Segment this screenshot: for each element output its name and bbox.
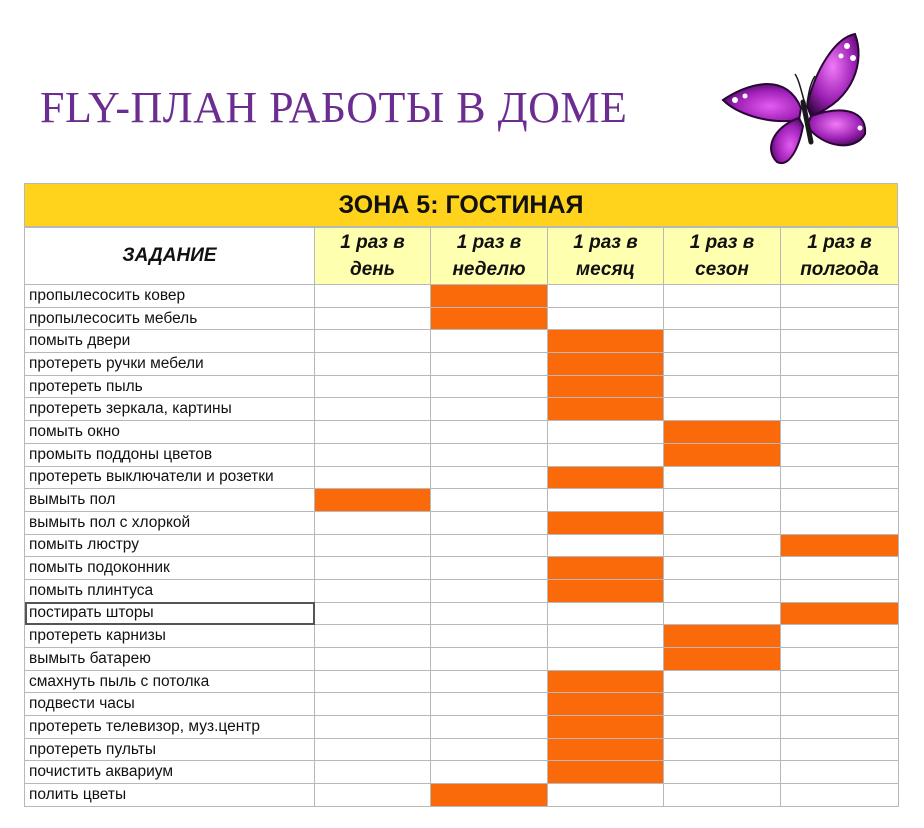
frequency-cell[interactable]: [781, 353, 899, 376]
frequency-cell[interactable]: [431, 579, 548, 602]
task-cell[interactable]: вымыть пол с хлоркой: [25, 511, 315, 534]
frequency-cell[interactable]: [315, 466, 431, 489]
task-cell[interactable]: смахнуть пыль с потолка: [25, 670, 315, 693]
frequency-header-line: 1 раз в: [340, 232, 405, 253]
task-cell[interactable]: помыть двери: [25, 330, 315, 353]
frequency-header-line: 1 раз в: [689, 232, 755, 253]
table-row: [25, 625, 899, 648]
table-row: [25, 307, 899, 330]
frequency-cell[interactable]: [431, 648, 548, 671]
frequency-cell[interactable]: [315, 738, 431, 761]
frequency-cell[interactable]: [431, 738, 548, 761]
frequency-mark-cell[interactable]: [664, 443, 781, 466]
frequency-cell[interactable]: [431, 602, 548, 625]
task-cell[interactable]: помыть окно: [25, 421, 315, 444]
task-cell[interactable]: пропылесосить ковер: [25, 285, 315, 308]
task-cell[interactable]: полить цветы: [25, 784, 315, 807]
frequency-header[interactable]: [431, 228, 548, 285]
table-row: [25, 648, 899, 671]
frequency-mark-cell[interactable]: [664, 421, 781, 444]
frequency-mark-cell[interactable]: [548, 670, 664, 693]
table-row: [25, 489, 899, 512]
task-cell[interactable]: протереть ручки мебели: [25, 353, 315, 376]
frequency-mark-cell[interactable]: [548, 716, 664, 739]
frequency-cell[interactable]: [315, 761, 431, 784]
frequency-cell[interactable]: [315, 716, 431, 739]
frequency-cell[interactable]: [781, 693, 899, 716]
frequency-cell[interactable]: [781, 307, 899, 330]
frequency-cell[interactable]: [315, 670, 431, 693]
frequency-cell[interactable]: [431, 534, 548, 557]
task-cell[interactable]: вымыть батарею: [25, 648, 315, 671]
table-row: [25, 534, 899, 557]
frequency-cell[interactable]: [781, 375, 899, 398]
task-cell[interactable]: вымыть пол: [25, 489, 315, 512]
table-row: [25, 716, 899, 739]
frequency-header-line: сезон: [695, 259, 749, 280]
frequency-header[interactable]: [664, 228, 781, 285]
table-row: [25, 375, 899, 398]
frequency-cell[interactable]: [781, 421, 899, 444]
frequency-cell[interactable]: [315, 511, 431, 534]
task-cell[interactable]: промыть поддоны цветов: [25, 443, 315, 466]
frequency-mark-cell[interactable]: [431, 307, 548, 330]
frequency-header[interactable]: [315, 228, 431, 285]
table-row: [25, 443, 899, 466]
frequency-mark-cell[interactable]: [548, 761, 664, 784]
frequency-mark-cell[interactable]: [548, 511, 664, 534]
table-row: [25, 579, 899, 602]
frequency-mark-cell[interactable]: [548, 693, 664, 716]
frequency-cell[interactable]: [315, 330, 431, 353]
frequency-cell[interactable]: [781, 738, 899, 761]
frequency-mark-cell[interactable]: [548, 330, 664, 353]
frequency-header-line: 1 раз в: [456, 232, 522, 253]
table-row: [25, 693, 899, 716]
table-row: [25, 398, 899, 421]
frequency-cell[interactable]: [781, 625, 899, 648]
table-row: [25, 353, 899, 376]
frequency-cell[interactable]: [548, 421, 664, 444]
table-row: [25, 761, 899, 784]
frequency-cell[interactable]: [548, 285, 664, 308]
frequency-header-line: полгода: [800, 259, 879, 280]
frequency-mark-cell[interactable]: [548, 353, 664, 376]
frequency-cell[interactable]: [431, 557, 548, 580]
frequency-cell[interactable]: [548, 648, 664, 671]
frequency-cell[interactable]: [431, 693, 548, 716]
table-row: [25, 466, 899, 489]
frequency-cell[interactable]: [664, 557, 781, 580]
frequency-cell[interactable]: [315, 398, 431, 421]
frequency-mark-cell[interactable]: [548, 738, 664, 761]
frequency-cell[interactable]: [315, 602, 431, 625]
frequency-cell[interactable]: [315, 625, 431, 648]
frequency-cell[interactable]: [664, 784, 781, 807]
schedule-table: [24, 227, 899, 807]
frequency-mark-cell[interactable]: [431, 784, 548, 807]
frequency-cell[interactable]: [664, 761, 781, 784]
page-title: FLY-ПЛАН РАБОТЫ В ДОМЕ: [40, 83, 628, 132]
frequency-cell[interactable]: [431, 489, 548, 512]
header-row: [25, 228, 899, 285]
frequency-mark-cell[interactable]: [548, 375, 664, 398]
task-cell[interactable]: протереть карнизы: [25, 625, 315, 648]
frequency-cell[interactable]: [315, 443, 431, 466]
table-row: [25, 421, 899, 444]
frequency-cell[interactable]: [431, 353, 548, 376]
frequency-cell[interactable]: [548, 443, 664, 466]
frequency-mark-cell[interactable]: [664, 625, 781, 648]
frequency-cell[interactable]: [431, 511, 548, 534]
frequency-header-line: неделю: [452, 259, 526, 280]
frequency-header-line: 1 раз в: [573, 232, 638, 253]
frequency-cell[interactable]: [431, 398, 548, 421]
task-cell[interactable]: постирать шторы: [25, 602, 315, 625]
frequency-cell[interactable]: [664, 534, 781, 557]
frequency-cell[interactable]: [315, 557, 431, 580]
table-row: [25, 784, 899, 807]
frequency-cell[interactable]: [781, 670, 899, 693]
frequency-cell[interactable]: [781, 761, 899, 784]
frequency-cell[interactable]: [664, 466, 781, 489]
task-cell[interactable]: помыть люстру: [25, 534, 315, 557]
frequency-cell[interactable]: [315, 784, 431, 807]
frequency-cell[interactable]: [315, 648, 431, 671]
frequency-cell[interactable]: [664, 670, 781, 693]
frequency-cell[interactable]: [548, 602, 664, 625]
zone-title: ЗОНА 5: ГОСТИНАЯ: [24, 183, 898, 227]
frequency-cell[interactable]: [431, 466, 548, 489]
frequency-cell[interactable]: [664, 353, 781, 376]
task-cell[interactable]: пропылесосить мебель: [25, 307, 315, 330]
frequency-mark-cell[interactable]: [781, 534, 899, 557]
frequency-cell[interactable]: [431, 443, 548, 466]
frequency-cell[interactable]: [431, 421, 548, 444]
frequency-header-line: 1 раз в: [807, 232, 872, 253]
frequency-cell[interactable]: [664, 511, 781, 534]
frequency-header-line: день: [349, 259, 396, 280]
frequency-cell[interactable]: [664, 398, 781, 421]
schedule-sheet: [24, 183, 898, 807]
frequency-cell[interactable]: [664, 375, 781, 398]
frequency-cell[interactable]: [431, 761, 548, 784]
frequency-cell[interactable]: [431, 375, 548, 398]
frequency-cell[interactable]: [315, 353, 431, 376]
frequency-cell[interactable]: [664, 693, 781, 716]
frequency-cell[interactable]: [315, 534, 431, 557]
frequency-cell[interactable]: [315, 579, 431, 602]
task-cell[interactable]: помыть подоконник: [25, 557, 315, 580]
frequency-cell[interactable]: [548, 625, 664, 648]
table-row: [25, 738, 899, 761]
frequency-cell[interactable]: [781, 285, 899, 308]
frequency-mark-cell[interactable]: [548, 579, 664, 602]
frequency-cell[interactable]: [548, 534, 664, 557]
task-cell[interactable]: протереть пыль: [25, 375, 315, 398]
frequency-cell[interactable]: [431, 716, 548, 739]
frequency-cell[interactable]: [315, 285, 431, 308]
frequency-mark-cell[interactable]: [431, 285, 548, 308]
task-cell[interactable]: протереть выключатели и розетки: [25, 466, 315, 489]
frequency-cell[interactable]: [548, 307, 664, 330]
frequency-cell[interactable]: [548, 784, 664, 807]
frequency-mark-cell[interactable]: [548, 398, 664, 421]
frequency-cell[interactable]: [781, 443, 899, 466]
frequency-cell[interactable]: [781, 511, 899, 534]
table-row: [25, 602, 899, 625]
frequency-cell[interactable]: [781, 579, 899, 602]
frequency-cell[interactable]: [781, 398, 899, 421]
table-row: [25, 557, 899, 580]
frequency-mark-cell[interactable]: [315, 489, 431, 512]
frequency-cell[interactable]: [781, 489, 899, 512]
frequency-cell[interactable]: [431, 670, 548, 693]
task-cell[interactable]: протереть зеркала, картины: [25, 398, 315, 421]
table-row: [25, 285, 899, 308]
frequency-cell[interactable]: [664, 716, 781, 739]
frequency-cell[interactable]: [781, 557, 899, 580]
frequency-cell[interactable]: [664, 285, 781, 308]
frequency-header-line: месяц: [576, 259, 635, 280]
frequency-cell[interactable]: [315, 421, 431, 444]
task-cell[interactable]: помыть плинтуса: [25, 579, 315, 602]
frequency-cell[interactable]: [431, 625, 548, 648]
frequency-cell[interactable]: [548, 489, 664, 512]
frequency-header[interactable]: [548, 228, 664, 285]
frequency-mark-cell[interactable]: [548, 466, 664, 489]
frequency-cell[interactable]: [315, 307, 431, 330]
frequency-cell[interactable]: [781, 648, 899, 671]
task-column-header[interactable]: ЗАДАНИЕ: [25, 228, 315, 285]
table-row: [25, 330, 899, 353]
frequency-cell[interactable]: [664, 307, 781, 330]
frequency-cell[interactable]: [664, 330, 781, 353]
frequency-mark-cell[interactable]: [548, 557, 664, 580]
frequency-mark-cell[interactable]: [781, 602, 899, 625]
task-cell[interactable]: протереть телевизор, муз.центр: [25, 716, 315, 739]
butterfly-icon: [715, 30, 875, 178]
frequency-mark-cell[interactable]: [664, 648, 781, 671]
frequency-cell[interactable]: [664, 579, 781, 602]
frequency-cell[interactable]: [781, 716, 899, 739]
table-row: [25, 670, 899, 693]
task-cell[interactable]: почистить аквариум: [25, 761, 315, 784]
frequency-cell[interactable]: [781, 784, 899, 807]
frequency-cell[interactable]: [781, 466, 899, 489]
frequency-header[interactable]: [781, 228, 899, 285]
frequency-cell[interactable]: [781, 330, 899, 353]
frequency-cell[interactable]: [664, 489, 781, 512]
frequency-cell[interactable]: [431, 330, 548, 353]
frequency-cell[interactable]: [315, 375, 431, 398]
table-row: [25, 511, 899, 534]
task-cell[interactable]: протереть пульты: [25, 738, 315, 761]
task-cell[interactable]: подвести часы: [25, 693, 315, 716]
frequency-cell[interactable]: [664, 602, 781, 625]
frequency-cell[interactable]: [315, 693, 431, 716]
frequency-cell[interactable]: [664, 738, 781, 761]
